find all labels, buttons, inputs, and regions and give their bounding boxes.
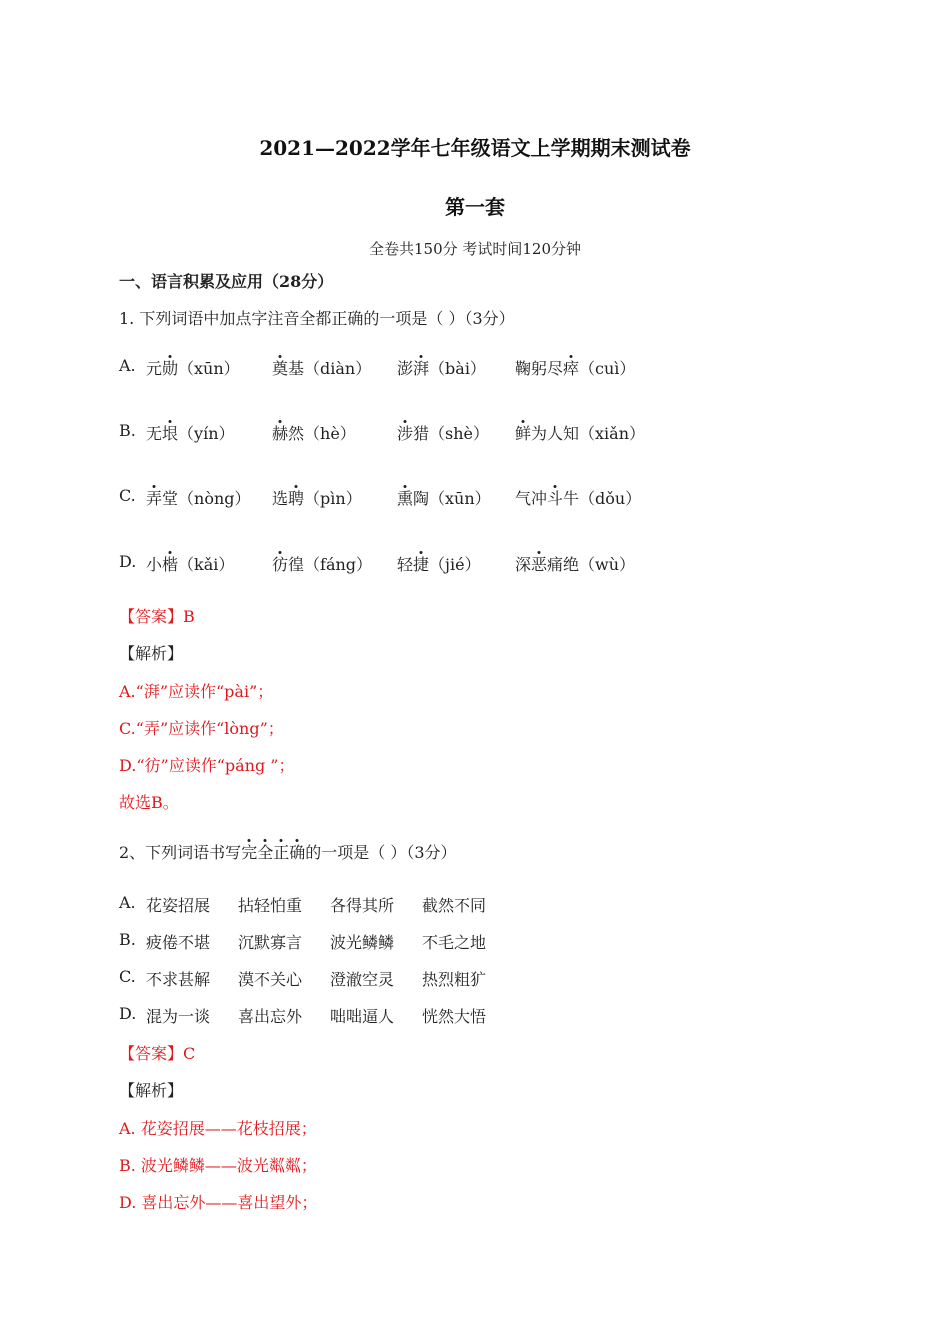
option-word: 喜出忘外 [238,1007,303,1026]
exam-info: 全卷共150分 考试时间120分钟 [368,240,582,258]
emphasis-char: 恶 [531,555,548,574]
exam-subtitle: 第一套 [445,195,505,219]
option-word [272,421,356,444]
word-suffix: 基（diàn） [288,359,372,378]
option-word [397,356,486,379]
emphasis-char: 捷 [413,555,430,574]
emphasis-char: 弄 [146,489,163,508]
question-2-analysis-line: A. 花姿招展——花枝招展； [119,1119,317,1138]
word-prefix: 澎 [397,359,414,378]
emphasis-char: 楷 [162,555,179,574]
option-word: 截然不同 [422,896,487,915]
option-word: 澄澈空灵 [330,970,395,989]
option-label: B. [119,930,136,949]
option-word [515,356,635,379]
question-1-analysis-line: 故选B。 [119,793,179,812]
option-word [397,552,481,575]
option-word: 咄咄逼人 [330,1007,395,1026]
emphasis-char: 鲜 [515,424,532,443]
option-word [397,421,489,444]
question-2-analysis-line: B. 波光鳞鳞——波光粼粼； [119,1156,317,1175]
option-word: 各得其所 [330,896,395,915]
emphasis-char: 彷 [272,555,289,574]
question-1-analysis-line: A.“湃”应读作“pài”； [119,682,274,701]
option-word [515,486,641,509]
option-label: B. [119,421,136,440]
option-label: C. [119,967,136,986]
option-word: 花姿招展 [146,896,211,915]
option-label: A. [119,356,136,375]
option-label: D. [119,552,137,571]
emphasis-char: 涉 [397,424,414,443]
word-suffix: 然（hè） [288,424,356,443]
option-word: 沉默寡言 [238,933,303,952]
option-word: 拈轻怕重 [238,896,303,915]
option-word: 不求甚解 [146,970,211,989]
emphasis-char: 确 [289,843,306,862]
option-word [146,421,235,444]
word-suffix: 为人知（xiǎn） [531,424,646,443]
option-word: 漠不关心 [238,970,303,989]
word-prefix: 深 [515,555,532,574]
word-suffix: （jié） [429,555,481,574]
word-suffix: （pìn） [304,489,362,508]
option-word [272,486,362,509]
option-word: 恍然大悟 [422,1007,487,1026]
option-word [272,356,371,379]
option-word: 疲倦不堪 [146,933,211,952]
option-word [146,486,251,509]
emphasis-char: 赫 [272,424,289,443]
emphasis-char: 完 [241,843,258,862]
word-prefix: 小 [146,555,163,574]
option-word [272,552,372,575]
emphasis-char: 湃 [413,359,430,378]
question-1-analysis-label: 【解析】 [119,644,184,663]
question-2-analysis-label: 【解析】 [119,1081,184,1100]
word-suffix: 陶（xūn） [413,489,491,508]
option-word: 热烈粗犷 [422,970,487,989]
word-prefix: 气冲 [515,489,548,508]
emphasis-char: 正 [273,843,290,862]
option-word [515,552,635,575]
word-suffix: （bài） [429,359,486,378]
emphasis-char: 斗 [547,489,564,508]
word-prefix: 无 [146,424,163,443]
option-label: C. [119,486,136,505]
option-word [397,486,491,509]
word-suffix: （kǎi） [178,555,235,574]
option-word [146,552,234,575]
word-suffix: 猎（shè） [413,424,490,443]
word-suffix: （yín） [178,424,235,443]
question-1-analysis-line: D.“彷”应读作“páng ”； [119,756,295,775]
exam-title: 2021—2022学年七年级语文上学期期末测试卷 [259,136,691,160]
question-2-stem-pre: 2、下列词语书写 [119,843,242,862]
word-prefix: 选 [272,489,289,508]
word-suffix: 堂（nòng） [162,489,251,508]
word-prefix: 元 [146,359,163,378]
option-word: 混为一谈 [146,1007,211,1026]
question-2-analysis-line: D. 喜出忘外——喜出望外； [119,1193,318,1212]
word-suffix: 牛（dǒu） [563,489,642,508]
word-prefix: 鞠躬尽 [515,359,564,378]
emphasis-char: 垠 [162,424,179,443]
emphasis-char: 熏 [397,489,414,508]
word-suffix: （xūn） [178,359,240,378]
emphasis-char: 全 [257,843,274,862]
option-word [146,356,240,379]
question-2-answer: 【答案】C [119,1044,196,1063]
option-word: 不毛之地 [422,933,487,952]
question-1-answer: 【答案】B [119,607,195,626]
emphasis-char: 奠 [272,359,289,378]
option-word [515,421,645,444]
emphasis-char: 聘 [288,489,305,508]
section-heading: 一、语言积累及应用（28分） [119,272,334,291]
word-suffix: 徨（fáng） [288,555,373,574]
question-2-stem-post: 的一项是（ ）（3分） [305,843,457,862]
question-1-analysis-line: C.“弄”应读作“lòng”； [119,719,284,738]
word-suffix: （cuì） [579,359,636,378]
option-label: D. [119,1004,137,1023]
emphasis-char: 勋 [162,359,179,378]
emphasis-char: 瘁 [563,359,580,378]
question-1-stem: 1. 下列词语中加点字注音全都正确的一项是（ ）（3分） [119,309,515,328]
option-word: 波光鳞鳞 [330,933,395,952]
option-label: A. [119,893,136,912]
word-prefix: 轻 [397,555,414,574]
word-suffix: 痛绝（wù） [547,555,636,574]
question-2-stem [119,840,457,863]
